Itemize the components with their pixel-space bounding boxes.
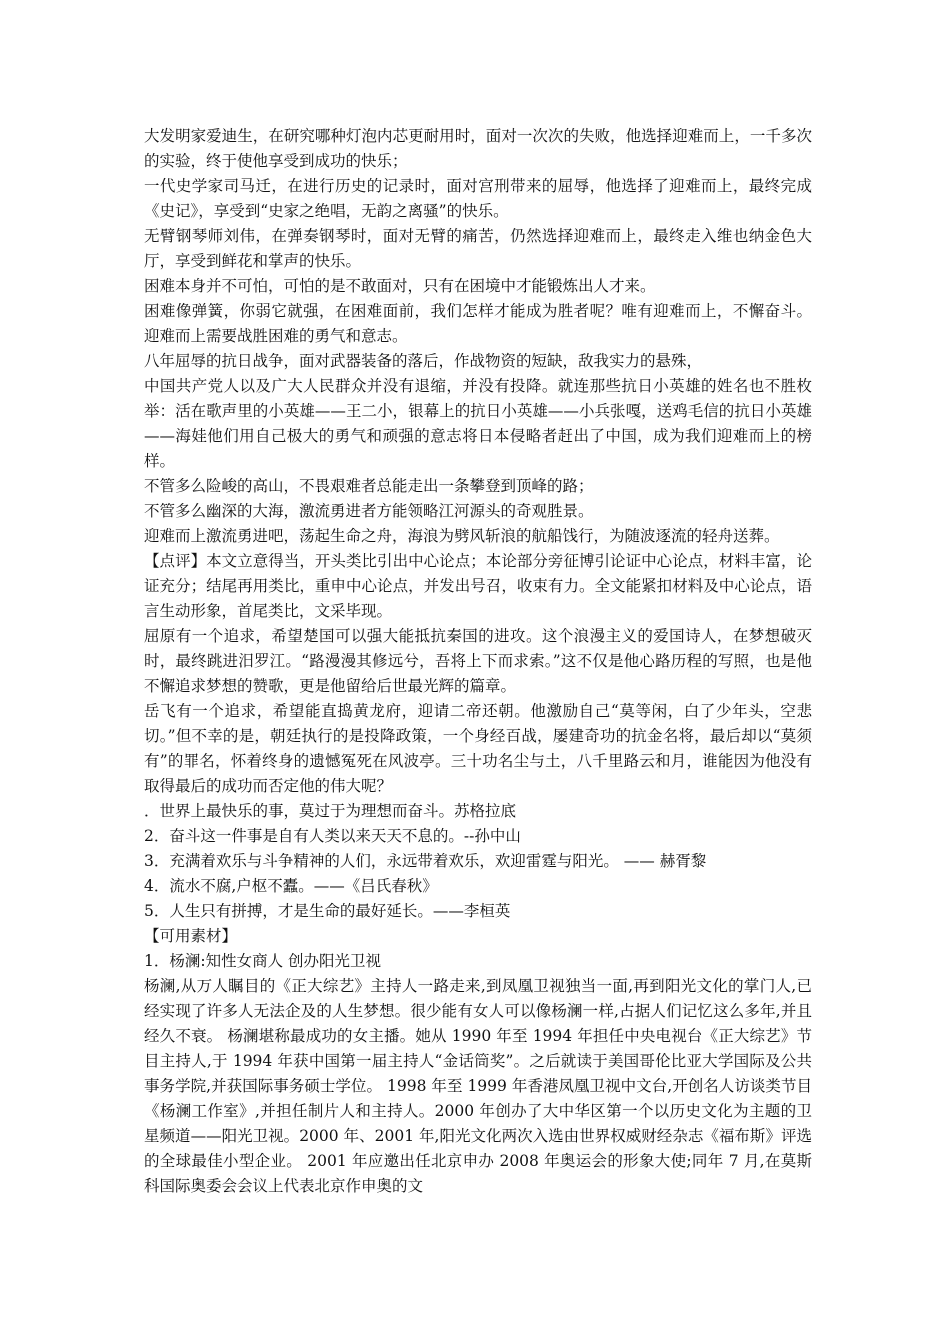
quote-item: 3．充满着欢乐与斗争精神的人们，永远带着欢乐，欢迎雷霆与阳光。 —— 赫胥黎 <box>144 852 707 870</box>
quote-item: ．世界上最快乐的事，莫过于为理想而奋斗。苏格拉底 <box>144 802 517 820</box>
paragraph: 不管多么幽深的大海，激流勇进者方能领略江河源头的奇观胜景。 <box>144 502 594 520</box>
paragraph: 迎难而上激流勇进吧，荡起生命之舟，海浪为劈风斩浪的航船饯行，为随波逐流的轻舟送葬。 <box>144 527 780 545</box>
paragraph: 一代史学家司马迁，在进行历史的记录时，面对宫刑带来的屈辱，他选择了迎难而上，最终完成《史记》，享受到“史家之绝唱，无韵之离骚”的快乐。 <box>144 177 812 220</box>
commentary-paragraph: 【点评】本文立意得当，开头类比引出中心论点；本论部分旁征博引论证中心论点，材料丰富，论证充分；结尾再用类比，重申中心论点，并发出号召，收束有力。全文能紧扣材料及中心论点，语言生动形象，首尾类比，文采毕现。 <box>144 552 812 620</box>
paragraph: 困难本身并不可怕，可怕的是不敢面对，只有在困境中才能锻炼出人才来。 <box>144 277 656 295</box>
paragraph: 八年屈辱的抗日战争，面对武器装备的落后，作战物资的短缺，敌我实力的悬殊， <box>144 352 703 370</box>
paragraph: 困难像弹簧，你弱它就强，在困难面前，我们怎样才能成为胜者呢？唯有迎难而上，不懈奋斗。 迎难而上需要战胜困难的勇气和意志。 <box>144 302 812 345</box>
quote-item: 5．人生只有拼搏，才是生命的最好延长。——李桓英 <box>144 902 511 920</box>
quote-item: 4．流水不腐,户枢不蠹。——《吕氏春秋》 <box>144 877 438 895</box>
material-title: 1．杨澜:知性女商人 创办阳光卫视 <box>144 952 382 970</box>
document-body <box>144 124 812 1199</box>
section-heading: 【可用素材】 <box>144 927 238 945</box>
paragraph: 不管多么险峻的高山，不畏艰难者总能走出一条攀登到顶峰的路； <box>144 477 594 495</box>
paragraph: 屈原有一个追求，希望楚国可以强大能抵抗秦国的进攻。这个浪漫主义的爱国诗人，在梦想破灭时，最终跳进汨罗江。“路漫漫其修远兮，吾将上下而求索。”这不仅是他心路历程的写照，也是他不懈追求梦想的赞歌，更是他留给后世最光辉的篇章。 <box>144 627 812 695</box>
paragraph: 岳飞有一个追求，希望能直捣黄龙府，迎请二帝还朝。他激励自己“莫等闲，白了少年头，空悲切。”但不幸的是，朝廷执行的是投降政策，一个身经百战，屡建奇功的抗金名将，最后却以“莫须有”的罪名，怀着终身的遗憾冤死在风波亭。三十功名尘与土，八千里路云和月，谁能因为他没有取得最后的成功而否定他的伟大呢？ <box>144 702 812 795</box>
paragraph: 杨澜,从万人瞩目的《正大综艺》主持人一路走来,到凤凰卫视独当一面,再到阳光文化的掌门人,已经实现了许多人无法企及的人生梦想。很少能有女人可以像杨澜一样,占据人们记忆这么多年,并且经久不衰。 杨澜堪称最成功的女主播。她从 1990 年至 1994 年担任中央电视台《正大综艺》节目主持人,于 1994 年获中国第一届主持人“金话筒奖”。之后就读于美国哥伦比亚大学国际及公共事务学院,并获国际事务硕士学位。 1998 年至 1999 年香港凤凰卫视中文台,开创名人访谈类节目《杨澜工作室》,并担任制片人和主持人。2000 年创办了大中华区第一个以历史文化为主题的卫星频道——阳光卫视。2000 年、2001 年,阳光文化两次入选由世界权威财经杂志《福布斯》评选的全球最佳小型企业。 2001 年应邀出任北京申办 2008 年奥运会的形象大使;同年 7 月,在莫斯科国际奥委会会议上代表北京作申奥的文 <box>144 977 812 1195</box>
paragraph: 大发明家爱迪生，在研究哪种灯泡内芯更耐用时，面对一次次的失败，他选择迎难而上，一千多次的实验，终于使他享受到成功的快乐； <box>144 127 812 170</box>
paragraph: 中国共产党人以及广大人民群众并没有退缩，并没有投降。就连那些抗日小英雄的姓名也不胜枚举：活在歌声里的小英雄——王二小，银幕上的抗日小英雄——小兵张嘎，送鸡毛信的抗日小英雄——海娃他们用自己极大的勇气和顽强的意志将日本侵略者赶出了中国，成为我们迎难而上的榜样。 <box>144 377 812 470</box>
paragraph: 无臂钢琴师刘伟，在弹奏钢琴时，面对无臂的痛苦，仍然选择迎难而上，最终走入维也纳金色大厅，享受到鲜花和掌声的快乐。 <box>144 227 812 270</box>
quote-item: 2．奋斗这一件事是自有人类以来天天不息的。--孙中山 <box>144 827 521 845</box>
